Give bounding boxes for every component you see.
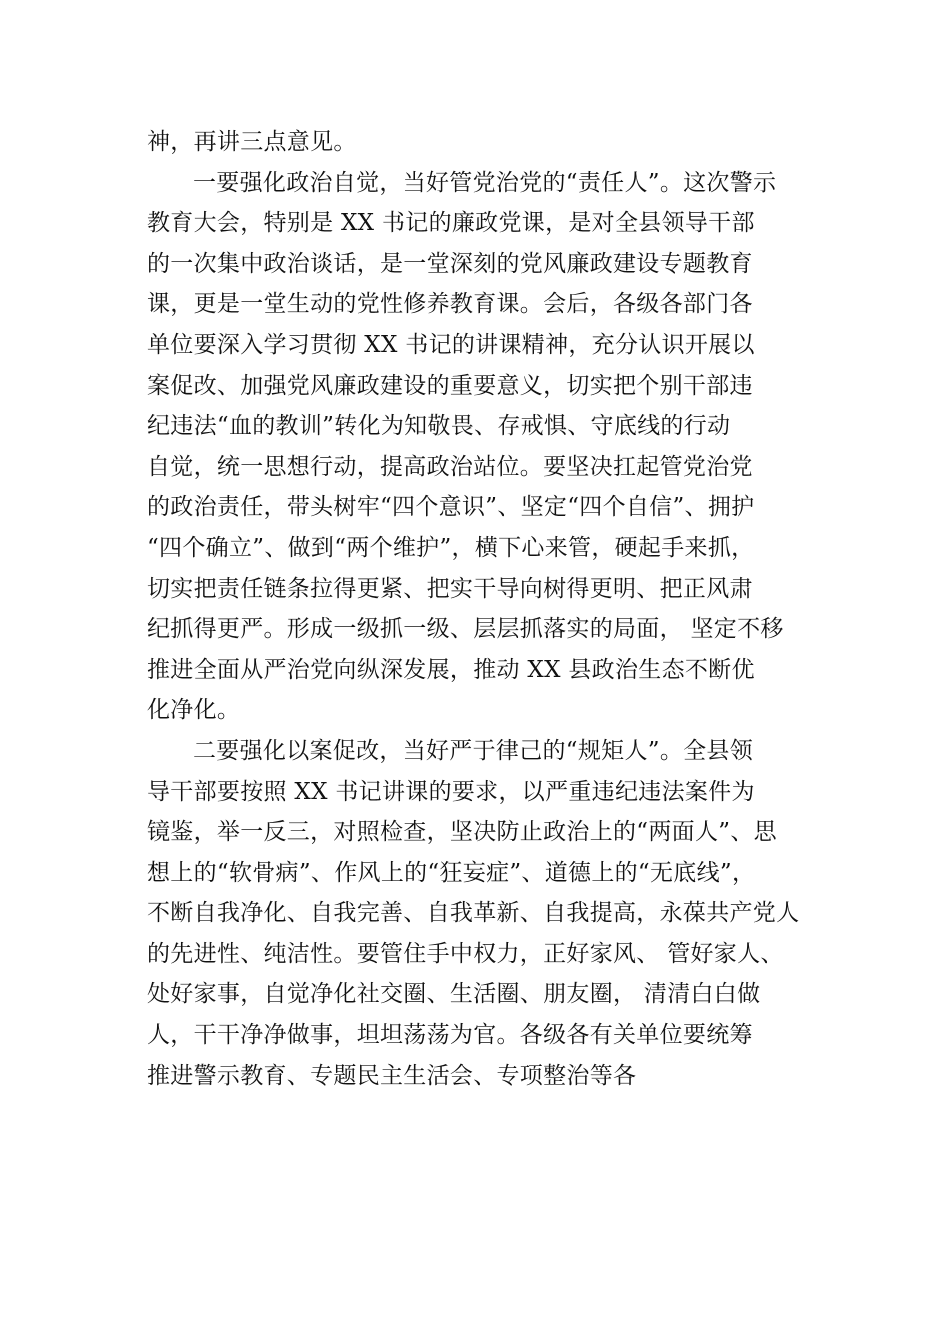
text-line: 神，再讲三点意见。	[147, 129, 357, 155]
text-line: 课，更是一堂生动的党性修养教育课。会后，各级各部门各	[147, 291, 753, 318]
text-line: 案促改、加强党风廉政建设的重要意义，切实把个别干部违	[147, 372, 753, 399]
text-line: 自觉，统一思想行动，提高政治站位。要坚决扛起管党治党	[147, 453, 753, 480]
text-line: 想上的“软骨病”、作风上的“狂妄症”、道德上的“无底线”，	[147, 859, 756, 886]
text-line: 切实把责任链条拉得更紧、把实干导向树得更明、把正风肃	[147, 575, 753, 602]
text-line: “四个确立”、做到“两个维护”，横下心来管，硬起手来抓，	[147, 534, 755, 561]
text-line: 镜鉴，举一反三，对照检查，坚决防止政治上的“两面人”、思	[147, 819, 777, 846]
text-line: 导干部要按照 XX 书记讲课的要求，以严重违纪违法案件为	[147, 778, 755, 805]
text-line: 纪违法“血的教训”转化为知敬畏、存戒惧、守底线的行动	[147, 413, 731, 440]
text-line-paragraph-start: 二要强化以案促改，当好严于律己的“规矩人”。全县领	[193, 737, 754, 764]
text-line: 纪抓得更严。形成一级抓一级、层层抓落实的局面， 坚定不移	[147, 616, 784, 643]
body-text	[147, 122, 827, 1096]
text-line: 推进警示教育、专题民主生活会、专项整治等各	[147, 1062, 637, 1089]
text-line: 教育大会，特别是 XX 书记的廉政党课，是对全县领导干部	[147, 210, 755, 237]
text-line: 化净化。	[147, 697, 241, 724]
text-line: 单位要深入学习贯彻 XX 书记的讲课精神，充分认识开展以	[147, 331, 755, 358]
text-line: 人，干干净净做事，坦坦荡荡为官。各级各有关单位要统筹	[147, 1022, 753, 1049]
text-line: 处好家事，自觉净化社交圈、生活圈、朋友圈， 清清白白做	[147, 981, 761, 1008]
text-line: 的先进性、纯洁性。要管住手中权力，正好家风、 管好家人、	[147, 940, 784, 967]
text-line: 的一次集中政治谈话，是一堂深刻的党风廉政建设专题教育	[147, 250, 753, 277]
text-line-paragraph-start: 一要强化政治自觉，当好管党治党的“责任人”。这次警示	[193, 169, 777, 196]
text-line: 的政治责任，带头树牢“四个意识”、坚定“四个自信”、拥护	[147, 494, 755, 521]
text-line: 不断自我净化、自我完善、自我革新、自我提高，永葆共产党人	[147, 900, 800, 927]
text-line: 推进全面从严治党向纵深发展，推动 XX 县政治生态不断优	[147, 656, 755, 683]
